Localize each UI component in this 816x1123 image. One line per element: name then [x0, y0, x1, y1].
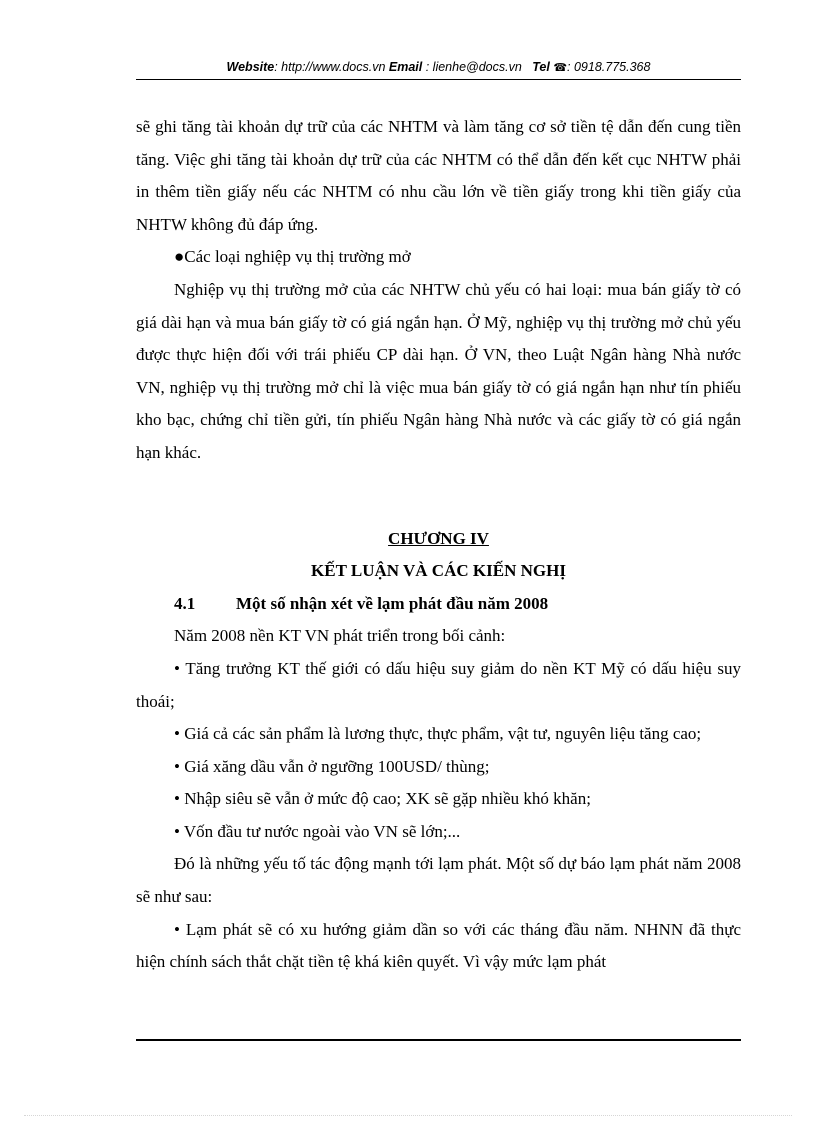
paragraph-open-market: Nghiệp vụ thị trường mở của các NHTW chủ yếu có hai loại: mua bán giấy tờ có giá dài hạn và mua bán giấy tờ có giá ngắn hạn. Ở Mỹ, nghiệp vụ thị trường mở chủ yếu được thực hiện đối với trái phiếu CP dài hạn. Ở VN, theo Luật Ngân hàng Nhà nước VN, nghiệp vụ thị trường mở chỉ là việc mua bán giấy tờ có giá ngắn hạn như tín phiếu kho bạc, chứng chỉ tiền gửi, tín phiếu Ngân hàng Nhà nước và các giấy tờ có giá ngắn hạn khác. [136, 279, 741, 462]
paragraph-continuation: sẽ ghi tăng tài khoản dự trữ của các NHTM và làm tăng cơ sở tiền tệ dẫn đến cung tiền tăng. Việc ghi tăng tài khoản dự trữ của các NHTM có thể dẫn đến kết cục NHTW phải in thêm tiền giấy nếu các NHTM có nhu cầu lớn về tiền giấy trong khi tiền giấy của NHTW không đủ đáp ứng. [136, 117, 741, 234]
section-gap [136, 470, 741, 523]
website-label: Website [226, 60, 275, 74]
section-number: 4.1 [174, 593, 196, 613]
email-address: : lienhe@docs.vn [422, 60, 522, 74]
tel-number: : 0918.775.368 [567, 60, 651, 74]
page-edge-dotted-line [24, 1115, 792, 1116]
paragraph-forecast-intro: Đó là những yếu tố tác động mạnh tới lạm phát. Một số dự báo lạm phát năm 2008 sẽ như sau: [136, 854, 741, 907]
email-label: Email [388, 60, 423, 74]
bullet-item: • Vốn đầu tư nước ngoài vào VN sẽ lớn;... [174, 821, 461, 841]
website-url: : http://www.docs.vn [274, 60, 386, 74]
chapter-subtitle: KẾT LUẬN VÀ CÁC KIẾN NGHỊ [311, 561, 566, 581]
footer-divider [136, 1039, 741, 1041]
intro-paragraph: Năm 2008 nền KT VN phát triển trong bối cảnh: [174, 626, 506, 646]
document-body [136, 111, 741, 979]
bullet-heading-open-market: ●Các loại nghiệp vụ thị trường mở [174, 247, 411, 267]
phone-icon: ☎ [553, 62, 568, 74]
chapter-title: CHƯƠNG IV [388, 528, 489, 548]
bullet-item: • Nhập siêu sẽ vẫn ở mức độ cao; XK sẽ gặp nhiều khó khăn; [174, 789, 591, 809]
bullet-forecast: • Lạm phát sẽ có xu hướng giảm dần so với các tháng đầu năm. NHNN đã thực hiện chính sách thắt chặt tiền tệ khá kiên quyết. Vì vậy mức lạm phát [136, 919, 741, 972]
bullet-item: • Giá cả các sản phẩm là lương thực, thực phẩm, vật tư, nguyên liệu tăng cao; [174, 724, 702, 744]
tel-label: Tel [532, 60, 550, 74]
header-divider [136, 79, 741, 80]
bullet-item: • Giá xăng dầu vẫn ở ngưỡng 100USD/ thùng; [174, 756, 490, 776]
section-title: Một số nhận xét về lạm phát đầu năm 2008 [236, 593, 549, 613]
bullet-item: • Tăng trưởng KT thế giới có dấu hiệu suy giảm do nền KT Mỹ có dấu hiệu suy thoái; [136, 658, 741, 711]
page-header [136, 59, 741, 76]
section-heading [136, 588, 741, 621]
